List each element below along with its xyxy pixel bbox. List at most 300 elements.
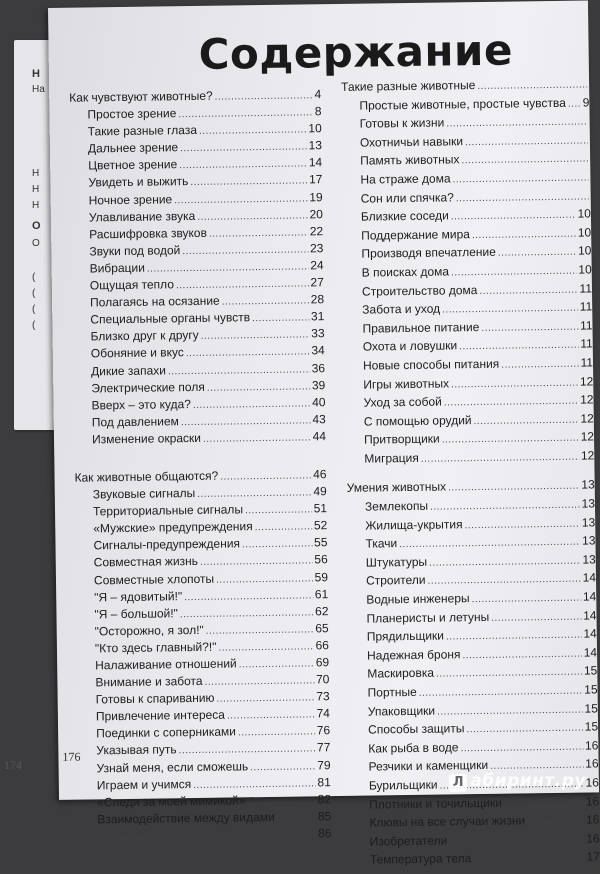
toc-entry-page: 34 xyxy=(311,343,325,358)
toc-entry-page: 43 xyxy=(312,411,326,427)
toc-leader-dots xyxy=(252,310,309,328)
toc-entry-title: Способы защиты xyxy=(368,721,465,737)
toc-entry-title: Расшифровка звуков xyxy=(89,225,208,242)
toc-entry-title: Взаимодействие между видами xyxy=(97,809,275,827)
toc-entry-page: 73 xyxy=(316,689,330,704)
toc-leader-dots xyxy=(449,831,584,851)
toc-leader-dots xyxy=(182,241,308,260)
toc-entry xyxy=(346,446,594,468)
toc-entry xyxy=(352,829,600,851)
toc-leader-dots xyxy=(186,344,310,363)
toc-entry-page: 14 xyxy=(582,589,597,604)
toc-entry-title: Как животные общаются? xyxy=(74,468,219,485)
toc-entry-page: 10 xyxy=(308,121,322,136)
toc-entry xyxy=(351,792,599,814)
toc-entry-page: 40 xyxy=(312,394,326,410)
toc-entry-title: Охотничьи навыки xyxy=(359,134,464,150)
toc-entry-title: Строительство дома xyxy=(361,282,478,299)
toc-leader-dots xyxy=(168,361,310,380)
back-page-fragment: Н xyxy=(32,68,40,80)
toc-leader-dots xyxy=(180,139,307,158)
toc-entry xyxy=(350,699,598,721)
toc-entry-page: 14 xyxy=(583,626,597,641)
toc-entry-page: 23 xyxy=(309,241,324,256)
toc-entry xyxy=(346,409,594,431)
toc-entry-page: 86 xyxy=(318,826,332,841)
toc-entry xyxy=(348,550,596,572)
toc-leader-dots xyxy=(247,792,316,810)
toc-entry-title: "Я – ядовитый!" xyxy=(94,588,183,605)
toc-entry-title: "Осторожно, я зол!" xyxy=(94,622,204,639)
toc-entry-page: 16 xyxy=(586,831,600,846)
page-number: 176 xyxy=(62,749,81,764)
toc-entry xyxy=(348,587,596,609)
toc-entry-page: 15 xyxy=(584,700,598,716)
toc-leader-dots xyxy=(174,190,307,209)
toc-entry-page: 79 xyxy=(317,757,331,772)
toc-entry-page: 17 xyxy=(586,849,600,864)
toc-entry-title: Узнай меня, если сможешь xyxy=(96,758,249,775)
toc-entry xyxy=(72,308,324,329)
toc-entry xyxy=(343,242,591,264)
toc-entry-page: 10 xyxy=(578,262,592,277)
toc-entry-title: Водные инженеры xyxy=(366,591,470,607)
toc-entry-page: 31 xyxy=(310,309,325,324)
toc-entry-page: 11 xyxy=(579,280,593,296)
toc-leader-dots xyxy=(207,378,310,397)
toc-entry xyxy=(343,205,591,227)
toc-entry xyxy=(349,625,597,647)
toc-entry-title: Умения животных xyxy=(346,479,447,496)
toc-entry-title: Полагаясь на осязание xyxy=(90,293,220,310)
toc-entry-page: 12 xyxy=(580,411,594,426)
toc-leader-dots xyxy=(451,263,577,283)
toc-entry-title: Налаживание отношений xyxy=(95,656,237,673)
toc-entry xyxy=(78,705,330,726)
toc-entry-title: Резчики и каменщики xyxy=(368,758,489,774)
toc-entry-page: 14 xyxy=(582,570,597,586)
toc-entry-title: Под давлением xyxy=(91,413,179,430)
toc-entry-title: Увидеть и выжить xyxy=(88,174,189,190)
toc-right-column xyxy=(341,74,600,869)
toc-entry xyxy=(69,103,321,124)
toc-entry-page: 44 xyxy=(312,429,327,444)
toc-entry-title: Уход за собой xyxy=(363,394,442,410)
watermark-text: абиринт.ру xyxy=(470,771,586,791)
toc-entry-title: Цветное зрение xyxy=(88,157,178,173)
toc-entry-title: Совместная жизнь xyxy=(93,554,199,570)
toc-entry-title: Совместные хлопоты xyxy=(93,571,215,587)
toc-entry xyxy=(75,483,327,504)
toc-entry-page: 19 xyxy=(309,189,323,204)
toc-entry-page: 8 xyxy=(314,104,322,119)
toc-entry xyxy=(79,791,331,812)
back-page-fragment: Н xyxy=(32,168,40,179)
toc-entry-page: 16 xyxy=(585,793,600,809)
toc-entry-page: 11 xyxy=(580,336,593,351)
toc-entry xyxy=(72,325,324,346)
toc-entry-title: Надежная броня xyxy=(366,647,461,663)
watermark xyxy=(449,771,586,792)
toc-entry-page: 15 xyxy=(584,682,598,697)
toc-entry-title: Клювы на все случаи жизни xyxy=(369,813,526,830)
back-page-fragment: О xyxy=(32,220,41,232)
toc-leader-dots xyxy=(206,621,314,640)
toc-entry-page: 11 xyxy=(580,355,594,370)
toc-entry xyxy=(76,552,328,573)
toc-leader-dots xyxy=(220,467,311,485)
toc-entry-page: 55 xyxy=(314,535,328,550)
toc-leader-dots xyxy=(429,552,581,572)
toc-entry xyxy=(70,137,322,158)
toc-entry xyxy=(352,848,600,870)
toc-entry-page: 13 xyxy=(582,533,596,548)
back-page-fragment: ( xyxy=(32,272,36,283)
toc-leader-dots xyxy=(430,497,580,517)
toc-entry-page: 77 xyxy=(316,740,331,755)
toc-entry xyxy=(71,223,323,244)
toc-entry xyxy=(345,372,593,394)
toc-entry-title: "Я – большой!" xyxy=(94,605,178,622)
toc-leader-dots xyxy=(498,244,577,264)
toc-entry-page: 39 xyxy=(311,377,326,392)
toc-entry xyxy=(343,186,591,208)
toc-entry xyxy=(79,825,331,846)
toc-entry-title: Бурильщики xyxy=(368,777,438,793)
toc-entry xyxy=(71,206,323,227)
toc-entry-title: Правильное питание xyxy=(362,319,480,336)
toc-entry-page: 22 xyxy=(309,223,324,239)
toc-leader-dots xyxy=(501,356,579,376)
toc-leader-dots xyxy=(436,664,582,684)
toc-entry xyxy=(74,411,326,432)
toc-entry-page: 46 xyxy=(313,467,327,482)
toc-entry xyxy=(79,757,331,778)
toc-entry-title: Ткачи xyxy=(365,536,398,551)
toc-entry-page: 11 xyxy=(579,299,593,314)
toc-leader-dots xyxy=(209,224,308,242)
toc-entry-page: 12 xyxy=(579,373,594,389)
toc-entry-page: 9 xyxy=(582,95,590,110)
toc-entry xyxy=(77,654,329,675)
toc-entry-page: 4 xyxy=(314,87,322,102)
toc-leader-dots xyxy=(218,638,313,656)
toc-leader-dots xyxy=(180,604,313,623)
toc-entry xyxy=(346,428,594,450)
toc-entry xyxy=(75,517,327,538)
toc-leader-dots xyxy=(255,519,312,537)
toc-left-column xyxy=(69,86,332,845)
toc-entry-title: Играем и учимся xyxy=(96,776,192,793)
toc-leader-dots xyxy=(527,813,584,832)
toc-entry xyxy=(348,606,596,628)
toc-entry-title: Ночное зрение xyxy=(88,191,173,208)
toc-entry xyxy=(70,172,322,193)
toc-entry xyxy=(74,428,326,449)
toc-leader-dots xyxy=(419,683,583,703)
toc-entry-title: Простые животные, простые чувства xyxy=(359,95,566,113)
toc-entry-page: 13 xyxy=(581,496,596,511)
toc-entry-page: 76 xyxy=(316,723,331,738)
toc-entry-page: 12 xyxy=(580,429,595,444)
toc-entry-page: 20 xyxy=(309,206,323,222)
toc-entry-page: 15 xyxy=(583,663,598,678)
toc-entry-page: 13 xyxy=(581,515,596,530)
labirint-logo-icon: Л xyxy=(449,774,467,792)
toc-leader-dots xyxy=(215,87,313,105)
toc-leader-dots xyxy=(242,536,312,554)
toc-entry-title: Поддержание мира xyxy=(361,226,471,243)
toc-entry xyxy=(77,671,329,692)
toc-leader-dots xyxy=(193,395,310,414)
toc-entry-page: 24 xyxy=(310,258,324,273)
toc-leader-dots xyxy=(179,156,307,175)
toc-leader-dots xyxy=(427,571,580,591)
toc-entry-page: 12 xyxy=(580,392,594,407)
toc-entry-page: 14 xyxy=(308,155,323,170)
toc-entry-title: Производя впечатление xyxy=(361,245,496,261)
toc-entry xyxy=(78,723,330,744)
toc-entry-title: Портные xyxy=(367,684,417,700)
toc-entry-title: Обоняние и вкус xyxy=(90,345,184,361)
toc-leader-dots xyxy=(178,104,313,123)
back-page-fragment: ( xyxy=(32,304,36,315)
toc-entry xyxy=(73,360,325,381)
toc-leader-dots xyxy=(216,690,314,708)
toc-entry-title: Изменение окраски xyxy=(91,430,202,447)
toc-entry xyxy=(341,93,589,115)
toc-leader-dots xyxy=(239,655,314,673)
toc-entry-title: Как чувствуют животные? xyxy=(69,88,213,105)
toc-entry-page: 49 xyxy=(313,484,327,499)
toc-entry-page: 14 xyxy=(583,608,597,623)
toc-entry xyxy=(348,569,596,591)
toc-leader-dots xyxy=(181,412,311,431)
toc-entry-title: Игры животных xyxy=(363,375,450,392)
toc-entry-page: 62 xyxy=(314,603,329,619)
toc-entry xyxy=(77,620,329,641)
toc-entry-page: 81 xyxy=(317,774,331,789)
toc-entry-title: Забота и уход xyxy=(362,301,441,317)
toc-leader-dots xyxy=(176,275,309,294)
toc-leader-dots xyxy=(442,300,578,320)
toc-entry-title: Звуковые сигналы xyxy=(92,486,196,502)
toc-entry xyxy=(72,257,324,278)
toc-entry xyxy=(350,718,598,740)
toc-entry-page: 12 xyxy=(580,448,595,463)
toc-entry-title: Охота и ловушки xyxy=(362,338,458,354)
toc-entry xyxy=(70,120,322,141)
toc-leader-dots xyxy=(197,484,311,503)
back-page-fragment: На xyxy=(32,84,45,95)
toc-entry xyxy=(79,808,331,829)
toc-entry-title: Маскировка xyxy=(367,666,435,682)
toc-entry-page: 13 xyxy=(582,552,596,567)
toc-entry xyxy=(342,167,590,189)
toc-entry-title: Электрические поля xyxy=(91,379,205,396)
toc-entry-page: 13 xyxy=(581,477,595,493)
toc-entry-title: Плотники и точильщики xyxy=(369,795,503,812)
toc-entry-title: Изобретатели xyxy=(369,833,448,849)
toc-leader-dots xyxy=(190,173,307,192)
toc-entry-page: 65 xyxy=(315,620,329,636)
toc-entry xyxy=(349,662,597,684)
page-title: Содержание xyxy=(198,25,514,79)
toc-entry-title: Как рыба в воде xyxy=(368,740,459,756)
toc-entry-title: Простое зрение xyxy=(87,106,177,122)
toc-entry-page: 14 xyxy=(583,645,598,660)
toc-entry xyxy=(347,494,595,516)
toc-entry-title: Строители xyxy=(365,573,426,589)
toc-entry xyxy=(345,391,593,413)
toc-entry-page: 82 xyxy=(317,791,332,807)
toc-entry-page: 69 xyxy=(315,655,330,670)
toc-entry-title: Ощущая тепло xyxy=(89,277,175,293)
toc-entry xyxy=(71,240,323,261)
toc-entry-title: Специальные органы чувств xyxy=(90,310,251,327)
toc-entry xyxy=(342,112,590,134)
toc-entry-title: Такие разные глаза xyxy=(87,123,198,139)
toc-entry-title: Температура тела xyxy=(369,851,472,867)
toc-leader-dots xyxy=(277,809,317,827)
toc-entry xyxy=(78,740,330,761)
toc-entry xyxy=(75,500,327,521)
back-page-fragment: О xyxy=(32,238,40,249)
toc-entry-page: 74 xyxy=(316,706,330,721)
toc-entry-title: Миграция xyxy=(364,450,419,466)
toc-leader-dots xyxy=(200,553,313,572)
toc-leader-dots xyxy=(222,293,309,311)
toc-entry xyxy=(71,189,323,210)
toc-entry-title: Дальнее зрение xyxy=(87,140,179,156)
toc-entry-title: "Кто здесь главный?!" xyxy=(94,639,217,656)
toc-entry-title: На страже дома xyxy=(360,171,451,187)
toc-entry-page: 11 xyxy=(579,318,593,333)
toc-entry xyxy=(76,586,328,607)
toc-entry-page: 56 xyxy=(314,552,328,567)
toc-entry-title: Сигналы-предупреждения xyxy=(93,536,241,553)
toc-leader-dots xyxy=(446,627,582,647)
toc-leader-dots xyxy=(193,775,316,794)
toc-entry xyxy=(73,343,325,364)
toc-entry-title: Дикие запахи xyxy=(90,362,167,378)
toc-entry-page: 15 xyxy=(584,719,599,734)
toc-entry-title: Вверх – это куда? xyxy=(91,396,192,413)
toc-entry xyxy=(351,811,599,833)
toc-entry-title: Территориальные сигналы xyxy=(92,502,244,519)
toc-leader-dots xyxy=(238,724,315,742)
toc-entry xyxy=(349,643,597,665)
toc-entry-title: Поединки с соперниками xyxy=(96,724,237,741)
toc-entry xyxy=(345,335,593,357)
toc-section-entry xyxy=(69,86,321,107)
toc-leader-dots xyxy=(399,534,580,554)
back-page-number: 174 xyxy=(4,758,22,772)
toc-entry xyxy=(70,155,322,176)
toc-entry-page: 16 xyxy=(585,775,599,790)
toc-entry xyxy=(344,316,592,338)
toc-entry-title: Близкие соседи xyxy=(360,208,449,224)
toc-entry-page: 61 xyxy=(314,586,329,601)
toc-entry xyxy=(344,260,592,282)
toc-entry xyxy=(78,688,330,709)
toc-entry-page: 85 xyxy=(317,808,332,824)
toc-entry xyxy=(76,569,328,590)
toc-entry-page: 16 xyxy=(584,738,599,753)
toc-entry-page: 17 xyxy=(308,172,323,187)
toc-entry-title: Готовы к спариванию xyxy=(95,690,215,707)
toc-leader-dots xyxy=(99,826,316,845)
toc-leader-dots xyxy=(250,758,315,776)
toc-entry-title: Планеристы и летуны xyxy=(366,609,490,626)
toc-entry xyxy=(79,774,331,795)
toc-entry-page: 70 xyxy=(315,672,330,687)
toc-entry-page: 27 xyxy=(310,275,324,290)
toc-entry-title: Сон или спячка? xyxy=(360,189,454,206)
toc-entry xyxy=(343,223,591,245)
toc-entry-title: Новые способы питания xyxy=(362,356,500,373)
back-page-fragment: ( xyxy=(32,288,36,299)
toc-leader-dots xyxy=(203,429,311,448)
toc-entry xyxy=(345,353,593,375)
toc-entry-page: 36 xyxy=(311,360,326,375)
toc-entry xyxy=(349,680,597,702)
toc-leader-dots xyxy=(448,478,580,498)
back-page-fragment: ( xyxy=(32,320,36,331)
toc-entry-title: Жилища-укрытия xyxy=(365,516,463,533)
toc-entry xyxy=(344,279,592,301)
toc-entry-title: Внимание и забота xyxy=(95,674,203,690)
toc-leader-dots xyxy=(227,707,315,725)
toc-entry-title: В поисках дома xyxy=(361,264,450,280)
toc-entry-title: С помощью орудий xyxy=(363,412,472,429)
toc-entry xyxy=(342,130,590,152)
book-page xyxy=(48,0,600,867)
toc-entry xyxy=(75,534,327,555)
toc-entry xyxy=(347,513,595,535)
toc-entry-title: Готовы к жизни xyxy=(359,115,445,131)
toc-leader-dots xyxy=(444,393,579,413)
toc-entry-page: 10 xyxy=(577,225,592,240)
toc-entry-page: 33 xyxy=(311,326,325,341)
toc-entry-page: 52 xyxy=(313,518,328,533)
toc-entry-page: 13 xyxy=(308,138,323,153)
toc-entry xyxy=(73,377,325,398)
toc-entry xyxy=(76,603,328,624)
toc-entry-page: 66 xyxy=(315,638,330,653)
toc-section-entry xyxy=(347,476,595,498)
toc-entry xyxy=(72,291,324,312)
toc-leader-dots xyxy=(197,207,308,226)
toc-leader-dots xyxy=(473,850,585,870)
toc-entry xyxy=(72,274,324,295)
toc-entry-title: Звуки под водой xyxy=(89,243,181,259)
toc-entry-title: Вибрации xyxy=(89,260,145,276)
toc-entry-page: 59 xyxy=(314,569,329,584)
toc-leader-dots xyxy=(199,122,307,141)
toc-entry-page: 10 xyxy=(577,206,592,221)
toc-leader-dots xyxy=(421,449,579,469)
toc-entry-page: 28 xyxy=(310,292,325,307)
toc-entry-title: Указывая путь xyxy=(96,742,177,758)
toc-leader-dots xyxy=(184,587,313,606)
toc-leader-dots xyxy=(437,701,583,721)
toc-entry-title: Улавливание звука xyxy=(88,208,196,225)
toc-entry-title: Прядильщики xyxy=(366,628,445,644)
toc-entry-title: Штукатуры xyxy=(365,554,428,570)
toc-entry-title: Привлечение интереса xyxy=(95,707,226,724)
toc-leader-dots xyxy=(216,570,313,588)
